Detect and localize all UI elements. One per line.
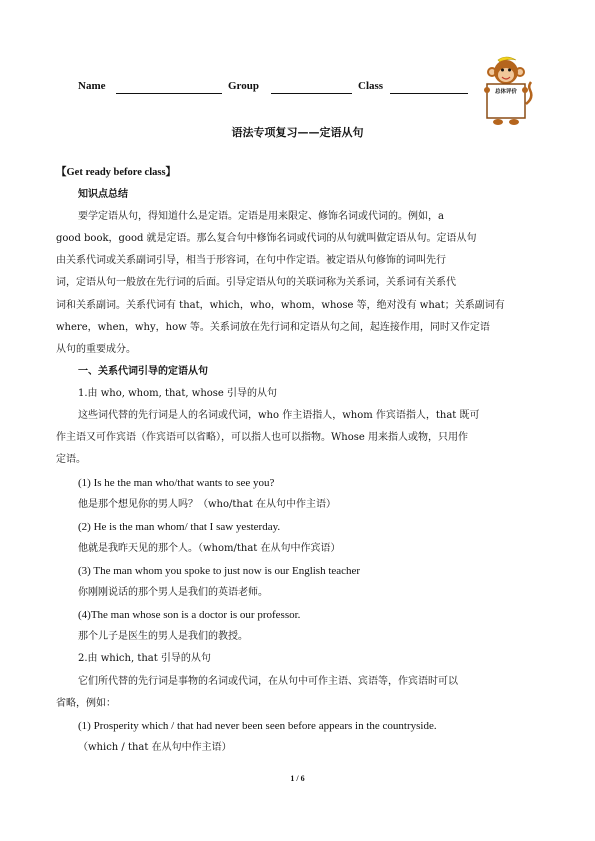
group-label: Group [228, 80, 259, 92]
class-label: Class [358, 80, 384, 92]
intro-line: 由关系代词或关系副词引导，相当于形容词，在句中作定语。被定语从句修饰的词叫先行 [56, 255, 446, 266]
example-chinese: 他是那个想见你的男人吗？（who/that 在从句中作主语） [78, 499, 337, 510]
example-english: (4)The man whose son is a doctor is our professor. [78, 609, 301, 621]
example-english: (1) Is he the man who/that wants to see you? [78, 477, 275, 489]
example-english: (2) He is the man whom/ that I saw yesterday. [78, 521, 281, 533]
sub1-desc-line: 这些词代替的先行词是人的名词或代词，who 作主语指人，whom 作宾语指人，that 既可 [78, 410, 480, 421]
intro-line: 要学定语从句，得知道什么是定语。定语是用来限定、修饰名词或代词的。例如，a [78, 211, 444, 222]
page-title: 语法专项复习——定语从句 [231, 126, 364, 139]
knowledge-summary-title: 知识点总结 [78, 189, 128, 200]
name-blank[interactable] [116, 93, 222, 94]
name-label: Name [78, 80, 106, 92]
example-chinese: 他就是我昨天见的那个人。（whom/that 在从句中作宾语） [78, 543, 341, 554]
badge-text: 总体评价 [494, 89, 518, 95]
intro-line: 词，定语从句一般放在先行词的后面。引导定语从句的关联词称为关系词，关系词有关系代 [56, 277, 456, 288]
monkey-mascot-icon [478, 54, 534, 130]
example-chinese: （which / that 在从句中作主语） [78, 742, 232, 753]
page-number: 1 / 6 [290, 774, 305, 783]
example-english: (3) The man whom you spoke to just now is our English teacher [78, 565, 361, 577]
intro-line: good book，good 就是定语。那么复合句中修饰名词或代词的从句就叫做定语从句。定语从句 [56, 233, 477, 244]
intro-line: 词和关系副词。关系代词有 that，which，who，whom，whose 等，绝对没有 what；关系副词有 [56, 300, 505, 311]
example-chinese: 你刚刚说话的那个男人是我们的英语老师。 [78, 587, 268, 598]
example-english: (1) Prosperity which / that had never been seen before appears in the countryside. [78, 720, 437, 732]
sub1-desc-line: 作主语又可作宾语（作宾语可以省略），可以指人也可以指物。Whose 用来指人或物，只用作 [56, 432, 468, 443]
sub1-heading: 1.由 who, whom, that, whose 引导的从句 [78, 388, 278, 399]
sub2-desc-line: 省略，例如： [56, 698, 116, 709]
section-get-ready: 【Get ready before class】 [56, 167, 177, 178]
intro-line: where，when，why，how 等。关系词放在先行词和定语从句之间，起连接作用，同时又作定语 [56, 322, 490, 333]
class-blank[interactable] [390, 93, 468, 94]
sub1-desc-line: 定语。 [56, 454, 86, 465]
sub2-desc-line: 它们所代替的先行词是事物的名词或代词，在从句中可作主语、宾语等，作宾语时可以 [78, 676, 458, 687]
part1-heading: 一、关系代词引导的定语从句 [78, 366, 208, 377]
group-blank[interactable] [271, 93, 352, 94]
sub2-heading: 2.由 which, that 引导的从句 [78, 653, 211, 664]
example-chinese: 那个儿子是医生的男人是我们的教授。 [78, 631, 248, 642]
intro-line: 从句的重要成分。 [56, 344, 136, 355]
